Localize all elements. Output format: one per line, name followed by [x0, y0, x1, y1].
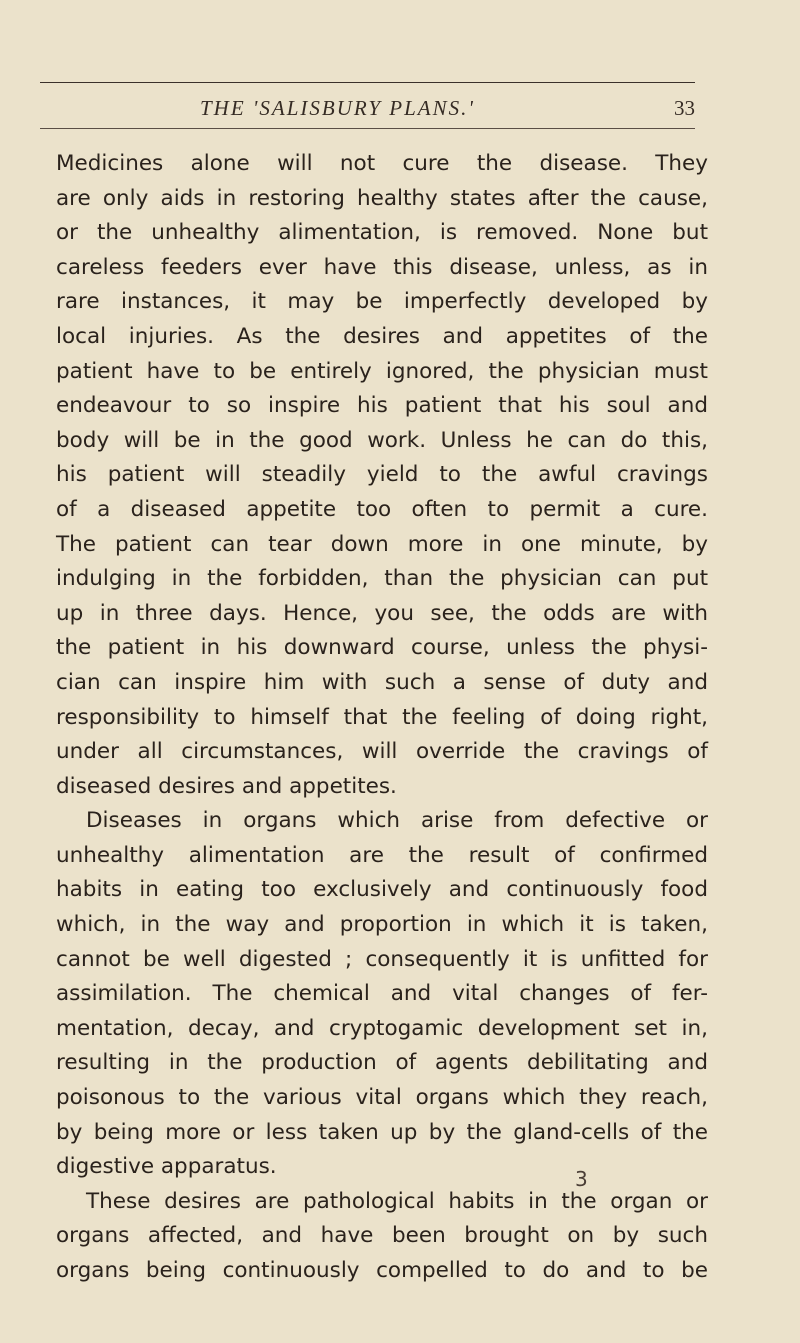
- text-line: the patient in his downward course, unless the physi-: [56, 635, 708, 661]
- text-line: poisonous to the various vital organs which they reach,: [56, 1085, 708, 1111]
- text-line: or the unhealthy alimentation, is removed. None but: [56, 220, 708, 246]
- text-line: up in three days. Hence, you see, the odds are with: [56, 600, 708, 626]
- text-line: endeavour to so inspire his patient that his soul and: [56, 393, 708, 419]
- text-line: The patient can tear down more in one minute, by: [56, 531, 708, 557]
- text-line: body will be in the good work. Unless he can do this,: [56, 427, 708, 453]
- paragraph: [56, 147, 708, 804]
- text-line: patient have to be entirely ignored, the physician must: [56, 358, 708, 384]
- text-line: responsibility to himself that the feeling of doing right,: [56, 704, 708, 730]
- text-line: rare instances, it may be imperfectly developed by: [56, 289, 708, 315]
- text-line: diseased desires and appetites.: [56, 773, 397, 799]
- text-line: organs affected, and have been brought on by such: [56, 1223, 708, 1249]
- text-line: assimilation. The chemical and vital changes of fer-: [56, 981, 708, 1007]
- body-text: [56, 147, 708, 1289]
- text-line: are only aids in restoring healthy states after the cause,: [56, 185, 708, 211]
- page-number: 33: [674, 96, 695, 120]
- text-line: which, in the way and proportion in which it is taken,: [56, 912, 708, 938]
- text-line: Medicines alone will not cure the disease. They: [56, 151, 708, 176]
- text-line: cannot be well digested ; consequently it is unfitted for: [56, 946, 708, 972]
- text-line: local injuries. As the desires and appetites of the: [56, 323, 708, 349]
- text-line: resulting in the production of agents debilitating and: [56, 1050, 708, 1076]
- text-line: digestive apparatus.: [56, 1154, 277, 1180]
- text-line: unhealthy alimentation are the result of confirmed: [56, 842, 708, 868]
- header-rule: [40, 128, 695, 129]
- text-line: These desires are pathological habits in the organ or: [86, 1188, 708, 1214]
- running-title: THE 'SALISBURY PLANS.': [200, 96, 475, 120]
- text-line: careless feeders ever have this disease, unless, as in: [56, 254, 708, 280]
- text-line: his patient will steadily yield to the awful cravings: [56, 462, 708, 488]
- text-line: indulging in the forbidden, than the physician can put: [56, 566, 708, 592]
- text-line: cian can inspire him with such a sense of duty and: [56, 669, 708, 695]
- text-line: under all circumstances, will override the cravings of: [56, 739, 708, 765]
- text-line: by being more or less taken up by the gland-cells of the: [56, 1119, 708, 1145]
- paragraph: [56, 1185, 708, 1289]
- paragraph: [56, 804, 708, 1185]
- signature-mark: 3: [575, 1167, 588, 1191]
- top-rule: [40, 82, 695, 83]
- text-line: Diseases in organs which arise from defective or: [86, 808, 708, 834]
- text-line: organs being continuously compelled to do and to be: [56, 1258, 708, 1283]
- text-line: habits in eating too exclusively and continuously food: [56, 877, 708, 903]
- running-head: [40, 96, 695, 126]
- text-line: of a diseased appetite too often to permit a cure.: [56, 496, 708, 522]
- text-line: mentation, decay, and cryptogamic development set in,: [56, 1015, 708, 1041]
